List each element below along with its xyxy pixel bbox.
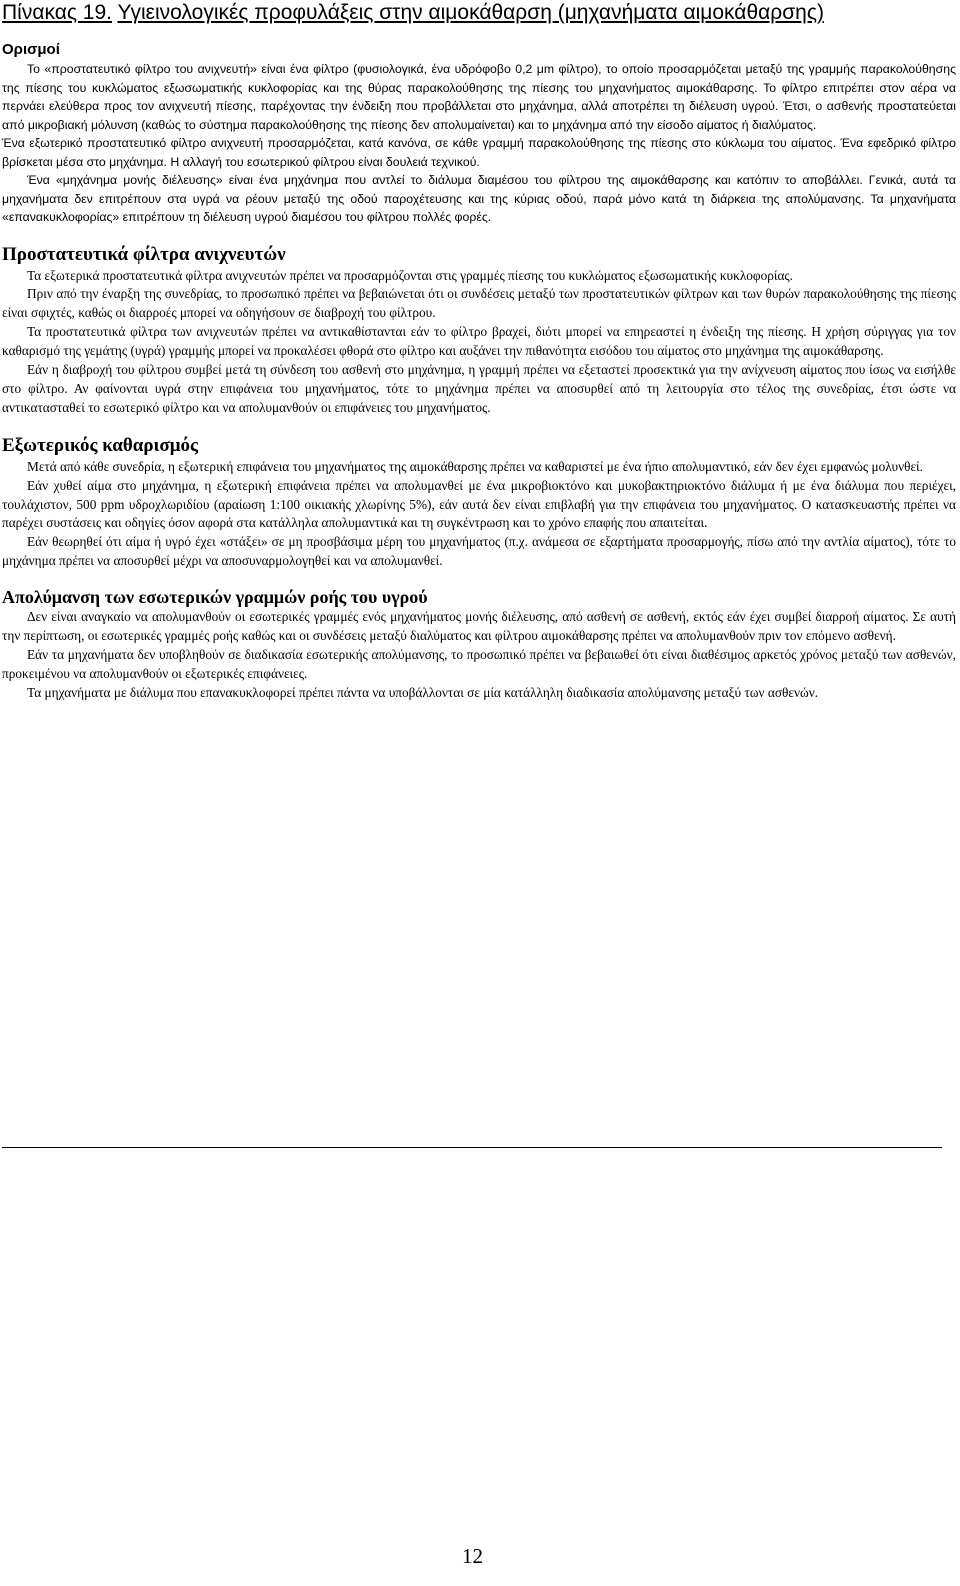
section-heading-internal-disinfection: Απολύμανση των εσωτερικών γραμμών ροής του υγρού	[2, 587, 428, 608]
section-definitions	[2, 40, 956, 227]
table-title-prefix: Πίνακας 19.	[2, 1, 113, 24]
paragraph-text: Έτσι, ο ασθενής προστατεύεται από μικροβιακή μόλυνση (καθώς το σύστημα παρακολούθησης της πίεσης δεν απολυμαίνεται) και το μηχάνημα από την είσοδο αίματος ή διαλύματος.	[2, 99, 956, 132]
section-external-cleaning	[2, 434, 956, 571]
page-number: 12	[462, 1544, 483, 1568]
section-heading-protective-filters: Προστατευτικά φίλτρα ανιχνευτών	[2, 243, 286, 265]
table-title	[2, 0, 958, 26]
footer-divider	[2, 1147, 942, 1148]
section-heading-external-cleaning: Εξωτερικός καθαρισμός	[2, 434, 199, 456]
paragraph: Μετά από κάθε συνεδρία, η εξωτερική επιφάνεια του μηχανήματος της αιμοκάθαρσης πρέπει να καθαριστεί με ένα ήπιο απολυμαντικό, εάν δεν έχει εμφανώς μολυνθεί.	[27, 458, 923, 474]
paragraph: Τα προστατευτικά φίλτρα των ανιχνευτών πρέπει να αντικαθίστανται εάν το φίλτρο βραχεί, διότι μπορεί να επηρεαστεί η ένδειξη της πίεσης. Η χρήση σύριγγας για τον καθαρισμό της γεμάτης (υγρά) γραμμής μπορεί να προκαλέσει φθορά στο φίλτρο και αυξάνει την πιθανότητα εισόδου του αίματος στο μηχάνημα της αιμοκάθαρσης.	[2, 324, 956, 359]
paragraph	[2, 60, 956, 134]
paragraph: Εάν τα μηχανήματα δεν υποβληθούν σε διαδικασία εσωτερικής απολύμανσης, το προσωπικό πρέπει να βεβαιωθεί ότι είναι διαθέσιμος αρκετός χρόνος μεταξύ των ασθενών, προκειμένου να απολυμανθούν οι εξωτερικές επιφάνειες.	[2, 647, 956, 681]
table-title-text: Υγιεινολογικές προφυλάξεις στην αιμοκάθαρση (μηχανήματα αιμοκάθαρσης)	[117, 1, 824, 24]
section-heading-definitions: Ορισμοί	[2, 41, 60, 58]
paragraph: Τα εξωτερικά προστατευτικά φίλτρα ανιχνευτών πρέπει να προσαρμόζονται στις γραμμές πίεσης του κυκλώματος εξωσωματικής κυκλοφορίας.	[27, 267, 794, 283]
paragraph: Εάν χυθεί αίμα στο μηχάνημα, η εξωτερική επιφάνεια πρέπει να απολυμανθεί με ένα μικροβιοκτόνο και μυκοβακτηριοκτόνο διάλυμα ή με ένα διάλυμα που περιέχει, τουλάχιστον, 500 ppm υδροχλωριδίου (αραίωση 1:100 οικιακής χλωρίνης 5%), εάν αυτά δεν είναι επιβλαβή για την επιφάνεια του μηχανήματος. Ο κατασκευαστής πρέπει να παρέχει συστάσεις και οδηγίες όσον αφορά στα κατάλληλα απολυμαντικά και τη συγκέντρωση και το χρόνο επαφής που απαιτείται.	[2, 477, 956, 531]
paragraph: Εάν θεωρηθεί ότι αίμα ή υγρό έχει «στάξει» σε μη προσβάσιμα μέρη του μηχανήματος (π.χ. ανάμεσα σε εξαρτήματα προσαρμογής, πίσω από την αντλία αίματος), τότε το μηχάνημα πρέπει να αποσυρθεί μέχρι να αποσυναρμολογηθεί και να απολυμανθεί.	[2, 534, 956, 569]
section-protective-filters	[2, 243, 956, 418]
paragraph: Ένα «μηχάνημα μονής διέλευσης» είναι ένα μηχάνημα που αντλεί το διάλυμα διαμέσου του φίλτρου της αιμοκάθαρσης και κατόπιν το αποβάλλει. Γενικά, αυτά τα μηχανήματα δεν επιτρέπουν στα υγρά να ρέουν μεταξύ της οδού παροχέτευσης και της κύριας οδού, παρά μόνο κατά τη διάρκεια της απολύμανσης. Τα μηχανήματα «επανακυκλοφορίας» επιτρέπουν τη διέλευση υγρού διαμέσου του φίλτρου πολλές φορές.	[2, 173, 956, 224]
paragraph: Δεν είναι αναγκαίο να απολυμανθούν οι εσωτερικές γραμμές ενός μηχανήματος μονής διέλευσης, από ασθενή σε ασθενή, εκτός εάν έχει συμβεί διαρροή αίματος. Σε αυτή την περίπτωση, οι εσωτερικές γραμμές ροής καθώς και οι συνδέσεις μεταξύ διαλύματος και φίλτρου αιμοκάθαρσης πρέπει να απολυμανθούν πριν τον επόμενο ασθενή.	[2, 609, 956, 644]
paragraph: Πριν από την έναρξη της συνεδρίας, το προσωπικό πρέπει να βεβαιώνεται ότι οι συνδέσεις μεταξύ των προστατευτικών φίλτρων και των θυρών παρακολούθησης της πίεσης είναι σφιχτές, καθώς οι διαρροές μπορεί να οδηγήσουν σε διαβροχή του φίλτρου.	[2, 286, 956, 321]
paragraph: Τα μηχανήματα με διάλυμα που επανακυκλοφορεί πρέπει πάντα να υποβάλλονται σε μία κατάλληλη διαδικασία απολύμανσης μεταξύ των ασθενών.	[27, 684, 819, 700]
paragraph: Εάν η διαβροχή του φίλτρου συμβεί μετά τη σύνδεση του ασθενή στο μηχάνημα, η γραμμή πρέπει να εξεταστεί προσεκτικά για την ανίχνευση αίματος που ίσως να εισήλθε στο φίλτρο. Αν φαίνονται υγρά στην επιφάνεια του μηχανήματος, τότε το μηχάνημα πρέπει να αποσυρθεί από τη λειτουργία στο τέλος της συνεδρίας, έτσι ώστε να αντικατασταθεί το εσωτερικό φίλτρο και να απολυμανθούν οι επιφάνειες του μηχανήματος.	[2, 362, 956, 415]
section-internal-disinfection	[2, 586, 956, 703]
document-body	[2, 40, 956, 703]
paragraph-text: Το «προστατευτικό φίλτρο του ανιχνευτή» είναι ένα φίλτρο (φυσιολογικά, ένα υδρόφοβο 0,2 μm φίλτρο), το οποίο προσαρμόζεται μεταξύ της γραμμής παρακολούθησης της πίεσης του κυκλώματος εξωσωματικής κυκλοφορίας και της θύρας παρακολούθησης της πίεσης του μηχανήματος αιμοκάθαρσης. Το φίλτρο επιτρέπει στον αέρα να περνάει ελεύθερα προς τον ανιχνευτή πίεσης, παρέχοντας την ένδειξη που προβάλλεται στο μηχάνημα, αλλά αποτρέπει τη διέλευση υγρού.	[2, 62, 956, 113]
paragraph: Ένα εξωτερικό προστατευτικό φίλτρο ανιχνευτή προσαρμόζεται, κατά κανόνα, σε κάθε γραμμή παρακολούθησης της πίεσης στο κύκλωμα του αίματος. Ένα εφεδρικό φίλτρο βρίσκεται μέσα στο μηχάνημα. Η αλλαγή του εσωτερικού φίλτρου είναι δουλειά τεχνικού.	[2, 136, 956, 169]
